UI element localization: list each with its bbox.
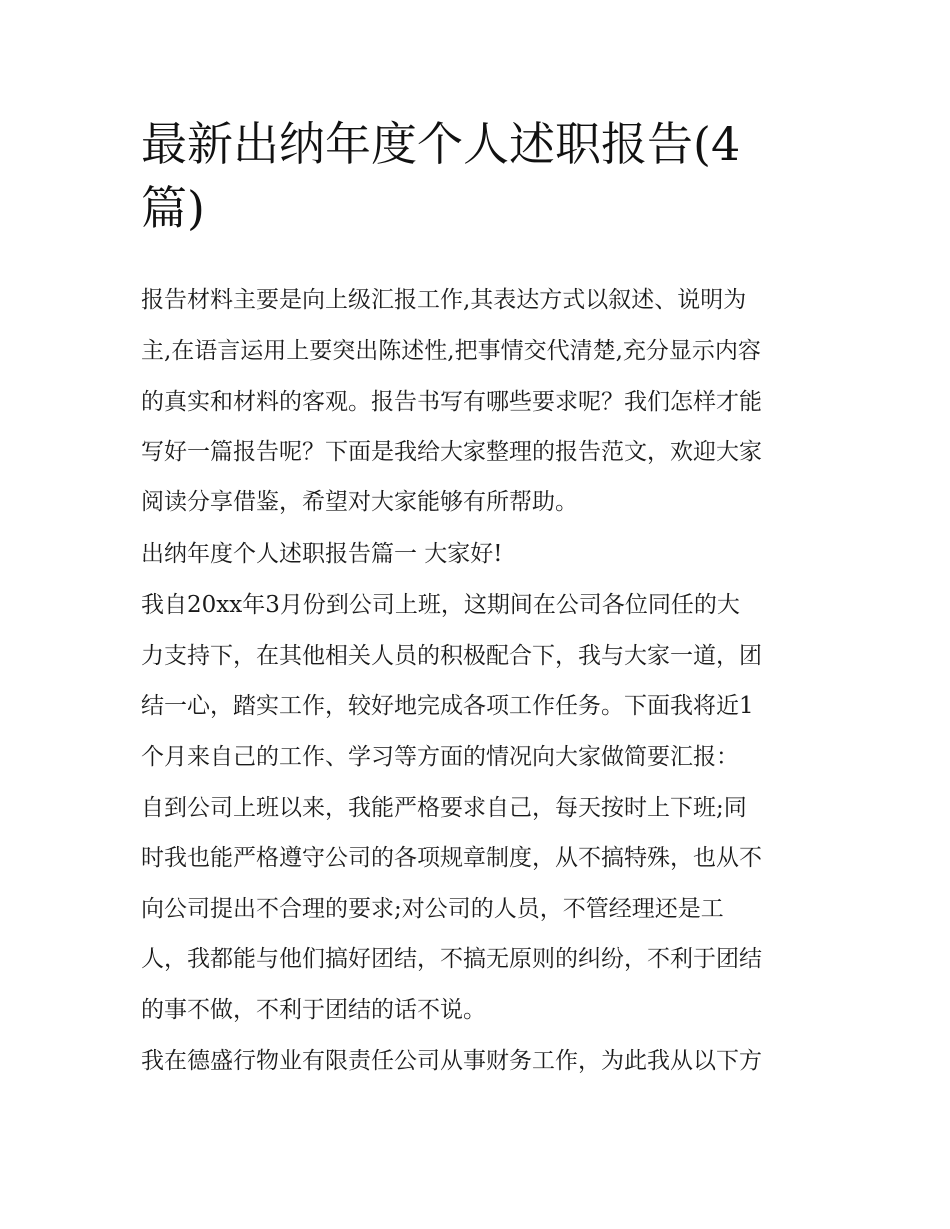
- body-line: 人，我都能与他们搞好团结，不搞无原则的纠纷，不利于团结: [141, 946, 762, 972]
- title-line-1: 最新出纳年度个人述职报告(4: [141, 117, 741, 171]
- body-line: 主,在语言运用上要突出陈述性,把事情交代清楚,充分显示内容: [141, 338, 761, 364]
- body-line: 时我也能严格遵守公司的各项规章制度，从不搞特殊，也从不: [141, 845, 762, 871]
- body-line: 力支持下，在其他相关人员的积极配合下，我与大家一道，团: [141, 643, 762, 669]
- body-line: 的真实和材料的客观。报告书写有哪些要求呢？我们怎样才能: [141, 389, 762, 415]
- title-line-2: 篇): [141, 181, 205, 235]
- body-line: 写好一篇报告呢？下面是我给大家整理的报告范文，欢迎大家: [141, 439, 762, 465]
- body-line: 向公司提出不合理的要求;对公司的人员，不管经理还是工: [141, 896, 724, 922]
- document-title: [141, 112, 740, 240]
- body-line: 个月来自己的工作、学习等方面的情况向大家做简要汇报：: [141, 744, 739, 770]
- body-line: 自到公司上班以来，我能严格要求自己，每天按时上下班;同: [141, 795, 747, 821]
- body-line: 结一心，踏实工作，较好地完成各项工作任务。下面我将近1: [141, 693, 754, 719]
- body-line: 我在德盛行物业有限责任公司从事财务工作，为此我从以下方: [141, 1048, 762, 1074]
- body-line: 的事不做，不利于团结的话不说。: [141, 997, 486, 1023]
- body-line: 我自20xx年3月份到公司上班，这期间在公司各位同任的大: [141, 592, 740, 618]
- section-heading: 出纳年度个人述职报告篇一 大家好!: [141, 541, 503, 567]
- body-line: 阅读分享借鉴，希望对大家能够有所帮助。: [141, 489, 578, 515]
- body-line: 报告材料主要是向上级汇报工作,其表达方式以叙述、说明为: [141, 287, 747, 313]
